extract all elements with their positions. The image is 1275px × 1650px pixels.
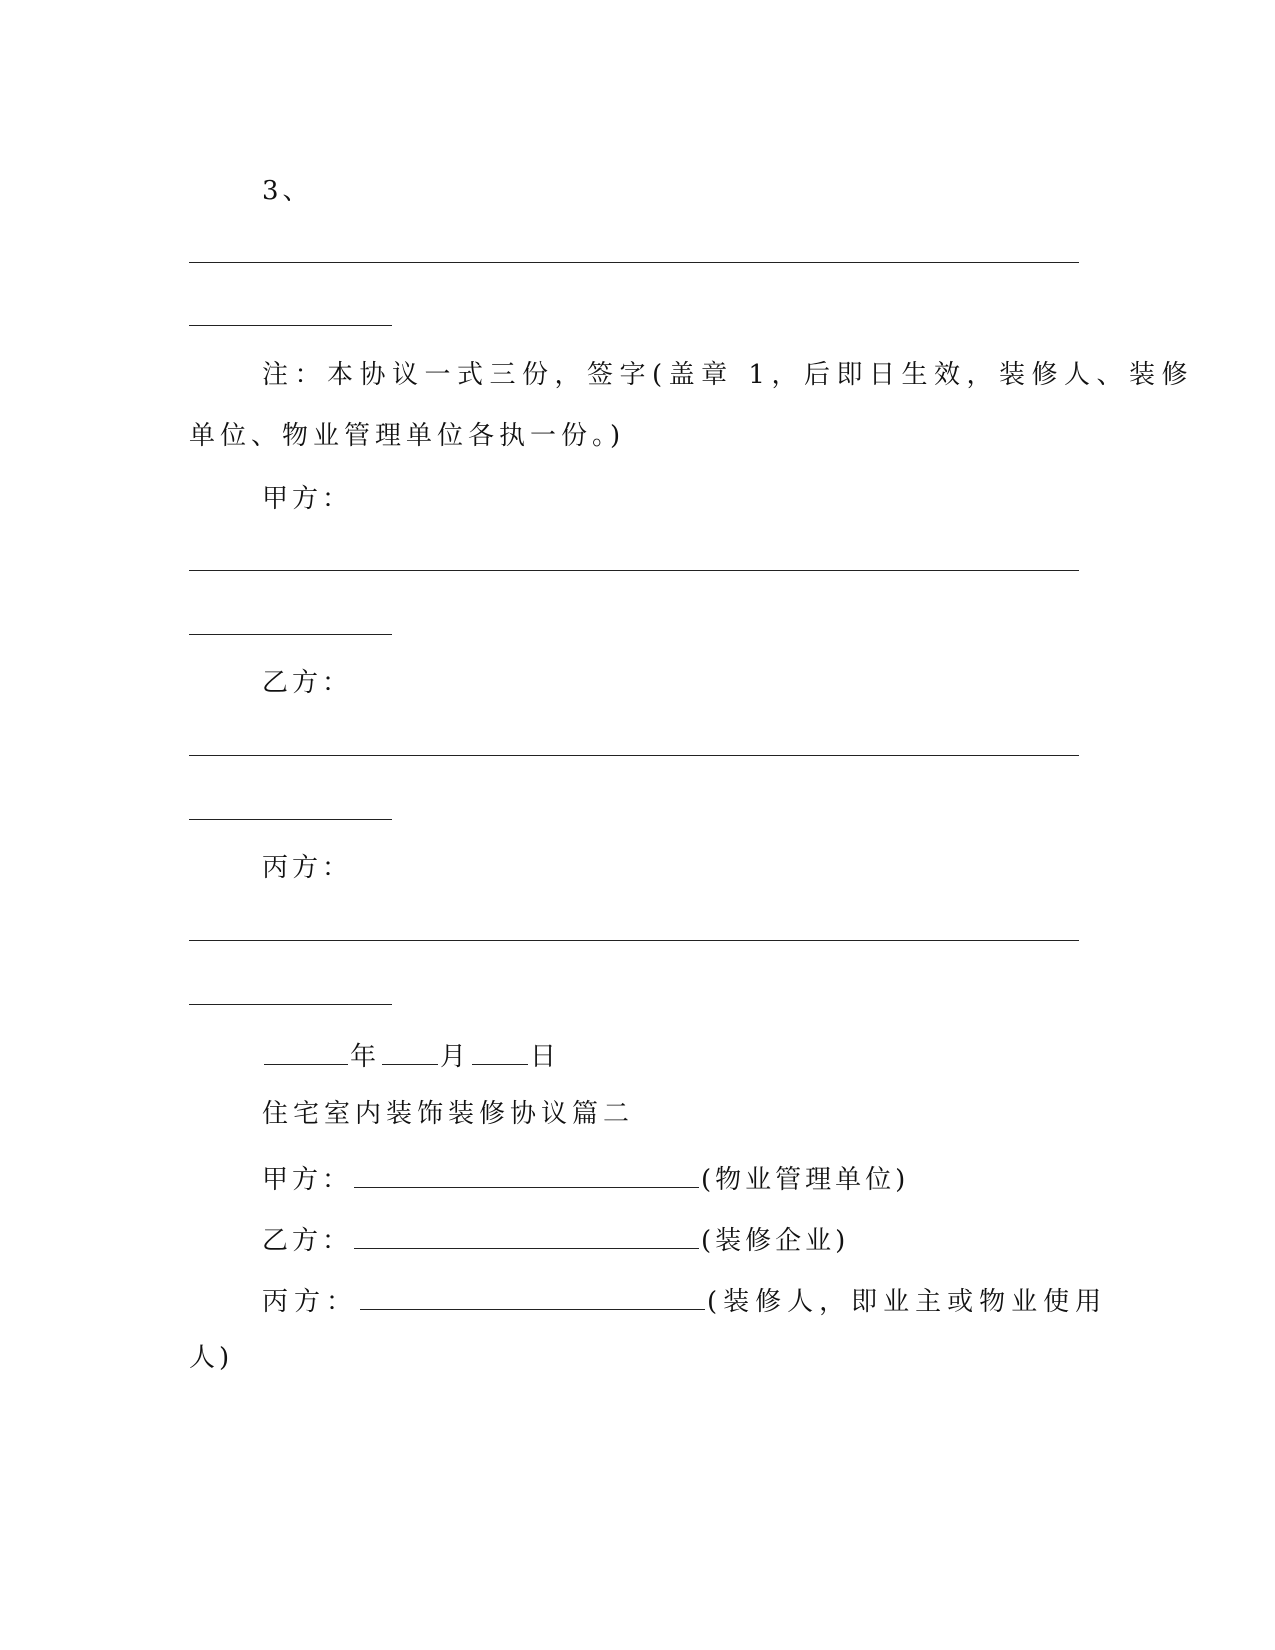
party-a-row [262, 1163, 909, 1193]
month-blank[interactable] [382, 1040, 438, 1065]
party-a-label: 甲方： [262, 1165, 353, 1195]
party-a-role: (物业管理单位) [701, 1165, 910, 1195]
party-b-sign-label: 乙方： [262, 668, 353, 698]
party-b-sign-line-long[interactable] [189, 755, 1079, 756]
party-c-sign-line-long[interactable] [189, 940, 1079, 941]
party-b-row [262, 1224, 849, 1254]
year-blank[interactable] [264, 1040, 348, 1065]
party-a-sign-line-short[interactable] [189, 634, 392, 635]
party-c-sign-line-short[interactable] [189, 1004, 392, 1005]
party-c-name-field[interactable] [360, 1285, 705, 1310]
party-b-label: 乙方： [262, 1226, 353, 1256]
fill-line-short[interactable] [189, 325, 392, 326]
party-a-sign-line-long[interactable] [189, 570, 1079, 571]
note-line-1: 注：本协议一式三份，签字(盖章 1，后即日生效，装修人、装修 [262, 360, 1194, 390]
party-c-role-continuation: 人) [189, 1343, 234, 1373]
day-label: 日 [530, 1042, 561, 1072]
item-number: 3、 [262, 176, 313, 206]
party-b-name-field[interactable] [354, 1224, 699, 1249]
party-b-role: (装修企业) [701, 1226, 850, 1256]
fill-line-long[interactable] [189, 262, 1079, 263]
month-label: 月 [440, 1042, 471, 1072]
party-b-sign-line-short[interactable] [189, 819, 392, 820]
day-blank[interactable] [472, 1040, 528, 1065]
note-line-2: 单位、物业管理单位各执一份。) [189, 421, 626, 451]
party-a-name-field[interactable] [354, 1163, 699, 1188]
party-a-sign-label: 甲方： [262, 484, 353, 514]
party-c-row [262, 1285, 1107, 1315]
party-c-sign-label: 丙方： [262, 853, 353, 883]
party-c-role: (装修人，即业主或物业使用 [707, 1287, 1108, 1317]
section-title: 住宅室内装饰装修协议篇二 [262, 1099, 635, 1129]
year-label: 年 [350, 1042, 381, 1072]
date-row [262, 1040, 560, 1070]
party-c-label: 丙方： [262, 1287, 359, 1317]
